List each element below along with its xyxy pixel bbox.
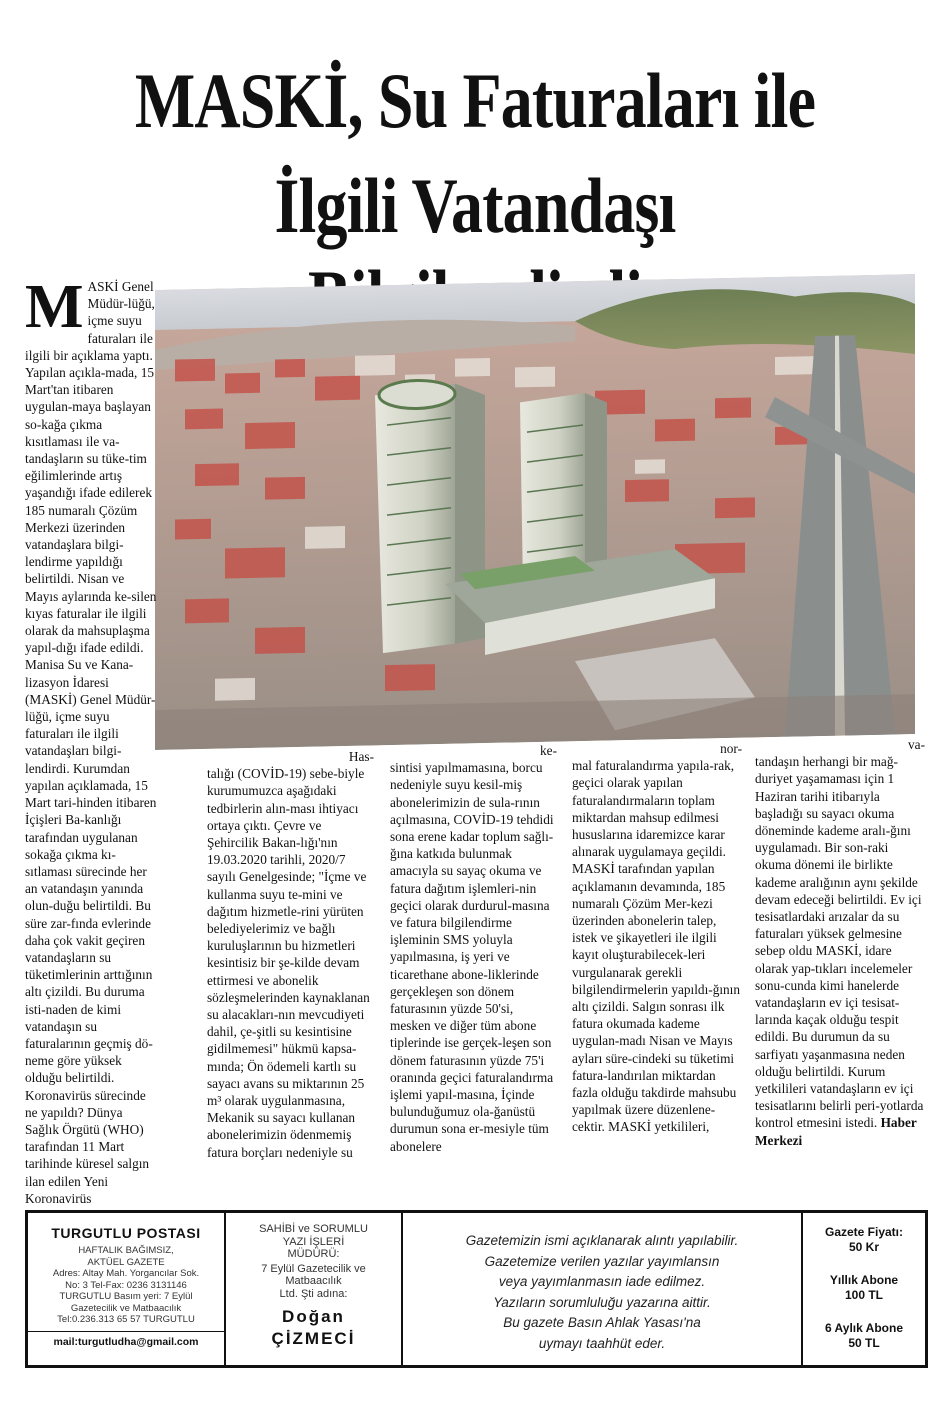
price-value: 50 Kr [848, 1240, 880, 1254]
column-4-hyphen-start: nor- [720, 741, 742, 756]
owner-company-3: Ltd. Şti adına: [279, 1287, 348, 1300]
paper-subtitle-2: AKTÜEL GAZETE [87, 1256, 165, 1268]
drop-cap: M [25, 273, 84, 341]
article-column-3 [390, 742, 557, 1155]
owner-last-name: ÇİZMECİ [271, 1329, 356, 1348]
paper-info-box [28, 1213, 224, 1365]
six-month-value: 50 TL [848, 1336, 880, 1350]
headline-line-1: MASKİ, Su Faturaları ile [134, 57, 816, 144]
owner-label-3: MÜDÜRÜ: [287, 1248, 340, 1260]
article-column-1 [25, 273, 157, 1207]
yearly-value: 100 TL [844, 1288, 883, 1302]
six-month-label: 6 Aylık Abone [824, 1321, 904, 1335]
notice-box [403, 1213, 801, 1365]
notice-line-1: Gazetemizin ismi açıklanarak alıntı yapılabilir. [465, 1233, 739, 1248]
paper-divider [28, 1331, 224, 1332]
article-column-4 [572, 740, 742, 1136]
footer-masthead [25, 1210, 928, 1368]
notice-line-4: Yazıların sorumluluğu yazarına aittir. [493, 1294, 711, 1310]
notice-line-5: Bu gazete Basın Ahlak Yasası'na [503, 1315, 701, 1330]
article-column-2 [207, 748, 374, 1161]
paper-email: mail:turgutludha@gmail.com [53, 1335, 199, 1348]
paper-phone: Tel:0.236.313 65 57 TURGUTLU [57, 1314, 195, 1325]
column-3-text: sintisi yapılmamasına, borcu nedeniyle suyu kesil-miş abonelerimizin de sula-rının açılmasına, COVİD-19 tehdidi sona erene kadar toplum sağlı-ğına katkıda bulunmak amacıyla su sayaç okuma ve fatura dağıtım işlemleri-nin geçici olarak durdurul-masına ve fatura bilgilendirme işleminin SMS yoluyla yapılmasına, iş yeri ve ticarethane abone-liklerinde gerçekleşen son dönem faturasının yüzde 50'si, mesken ve diğer tüm abone tiplerinde ise gerçek-leşen son dönem faturasının yüzde 75'i oranında geçici faturalandırma işlemi yapıl-masına, İçinde bulunduğumuz ola-ğanüstü durumun sona er-mesiyle tüm abonelere [390, 760, 554, 1154]
yearly-label: Yıllık Abone [829, 1273, 899, 1287]
paper-title: TURGUTLU POSTASI [51, 1225, 201, 1241]
headline-line-2: İlgili Vatandaşı [274, 162, 676, 249]
notice-text [403, 1231, 801, 1354]
column-2-text: talığı (COVİD-19) sebe-biyle kurumumuzca aşağıdaki tedbirlerin alın-ması ihtiyacı ortaya çıktı. Çevre ve Şehircilik Bakan-lığı'nın 19.03.2020 tarihli, 2020/7 sayılı Genelgesinde; "İçme ve kullanma suyu te-mini ve dağıtım hizmetle-rini yürüten belediyelerimiz ve bağlı kuruluşlarının bu hizmetleri kesintisiz bir şe-kilde devam ettirmesi ve abonelik sözleşmelerinden kaynaklanan su alacakları-nın mevcudiyeti dahil, çe-şitli su kesintisine gidilmemesi" hükmü kapsa-mında; Ön ödemeli kartlı su sayacı avans su miktarının 25 m³ olarak uygulanmasına, Mekanik su sayacı kullanan abonelerimizin ödenmemiş fatura borçları nedeniyle su [207, 766, 370, 1160]
column-4-text: mal faturalandırma yapıla-rak, geçici olarak yapılan faturalandırmaların toplam miktardan mahsup edilmesi hususlarına idaremizce karar alınarak uygulamaya geçildi. MASKİ tarafından yapılan açıklamanın devamında, 185 numaralı Çözüm Mer-kezi üzerinden abonelerin talep, istek ve şikayetleri ile ilgili kayıt oluşturabilecek-leri vurgulanarak gerekli bilgilendirmelerin yapıldı-ğının altı çizildi. Salgın sonrası ilk fatura okumada kademe uygulan-madı Nisan ve Mayıs ayları süre-cindeki su tüketimi fatura-landırılan miktardan fazla olduğu takdirde mahsubu yapılmak üzere düzenlene-cektir. MASKİ yetkilileri, [572, 758, 741, 1135]
notice-line-6: uymayı taahhüt eder. [538, 1335, 666, 1351]
column-5-text: tandaşın herhangi bir mağ-duriyet yaşamaması için 1 Haziran tarihi itibarıyla başladığı su sayacı okuma döneminde kademe aralı-ğını uygulamadı. Bir son-raki okuma dönemi ile birlikte kademe aralığının aynı şekilde devam edeceği belirtildi. Ev içi tesisatlardaki arızalar da su faturaları yüksek gelmesine sebep oldu MASKİ, idare olarak yap-tıkları incelemeler sonu-cunda kimi hanelerde vatandaşların ev içi tesisat-larında kaçak olduğu tespit edildi. Bu durumun da su sarfiyatı yaşanmasına neden olduğu belirtildi. Kurum yetkilileri vatandaşların ev içi tesisatlarını belirli peri-yotlarda kontrol etmesini istedi. [755, 754, 924, 1131]
paper-address-2: No: 3 Tel-Fax: 0236 3131146 [65, 1279, 187, 1291]
price-label: Gazete Fiyatı: [824, 1225, 904, 1239]
column-2-hyphen-start: Has- [348, 749, 374, 764]
paper-print-1: TURGUTLU Basım yeri: 7 Eylül [59, 1291, 193, 1302]
aerial-city-photo [155, 274, 915, 750]
owner-label-2: YAZI İŞLERİ [282, 1235, 345, 1248]
column-3-hyphen-start: ke- [540, 743, 557, 758]
article-column-5 [755, 736, 925, 1149]
owner-label-1: SAHİBİ ve SORUMLU [259, 1223, 368, 1235]
owner-company-1: 7 Eylül Gazetecilik ve [261, 1262, 366, 1275]
column-5-hyphen-start: va- [908, 737, 925, 752]
owner-first-name: Doğan [282, 1307, 345, 1326]
paper-address-1: Adres: Altay Mah. Yorgancılar Sok. [52, 1268, 200, 1279]
notice-line-3: veya yayımlanmasın iade edilmez. [498, 1274, 706, 1289]
paper-subtitle-1: HAFTALIK BAĞIMSIZ, [78, 1245, 174, 1256]
notice-line-2: Gazetemize verilen yazılar yayımlansın [484, 1253, 720, 1269]
article-intro: ASKİ Genel Müdür-lüğü, içme suyu faturaları ile ilgili bir açıklama yaptı. Yapılan açıkla-mada, 15 Mart'tan itibaren uygulan-maya başlayan so-kağa çıkma kısıtlaması ile va-tandaşların su tüke-tim eğilimlerinde artış yaşandığı ifade edilerek 185 numaralı Çözüm Merkezi üzerinden vatandaşlara bilgi-lendirme yapıldığı belirtildi. Nisan ve Mayıs aylarında ke-silen kıyas faturalar ile ilgili olarak da mahsuplaşma yapıl-dığı ifade edildi. Manisa Su ve Kana-lizasyon İdaresi (MASKİ) Genel Müdür-lüğü, içme suyu faturaları ile ilgili vatandaşları bilgi-lendirdi. Kurumdan yapılan açıklamada, 15 Mart tari-hinden itibaren İçişleri Ba-kanlığı tarafından uygulanan sokağa çıkma kı-sıtlaması sürecinde her an vatandaşın yanında olun-duğu belirtildi. Bu süre zar-fında evlerinde daha çok vakit geçiren vatandaşların su tüketimlerinin arttığının altı çizildi. Bu duruma isti-naden de kimi vatandaşın su faturalarının geçmiş dö-neme göre yüksek olduğu belirtildi. Koronavirüs sürecinde ne yapıldı? Dünya Sağlık Örgütü (WHO) tarafından 11 Mart tarihinde küresel salgın ilan edilen Yeni Koronavirüs [25, 279, 157, 1206]
paper-print-2: Gazetecilik ve Matbaacılık [70, 1302, 182, 1314]
owner-company-2: Matbaacılık [285, 1275, 342, 1287]
article-signature: Haber Merkezi [755, 1115, 917, 1148]
owner-box [226, 1213, 401, 1365]
price-box [803, 1213, 925, 1365]
